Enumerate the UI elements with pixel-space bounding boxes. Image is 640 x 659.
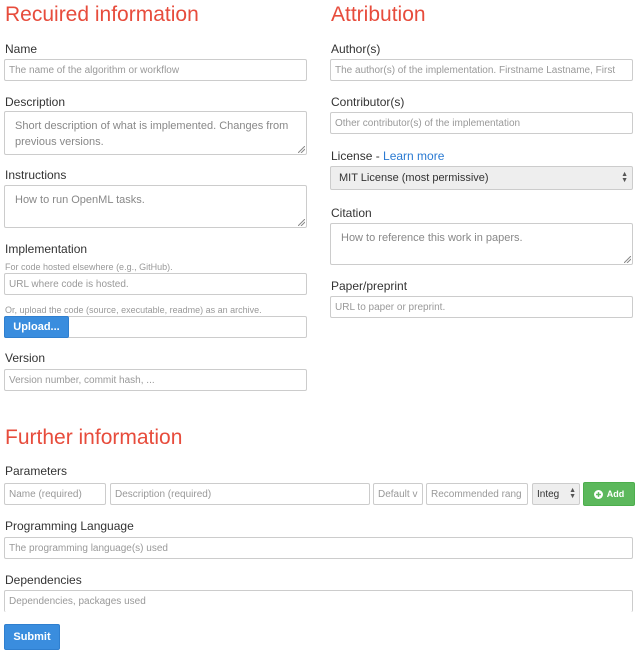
dependencies-placeholder: Dependencies, packages used <box>9 596 146 607</box>
parameter-recommended-input[interactable] <box>426 483 528 505</box>
paper-placeholder: URL to paper or preprint. <box>335 301 446 313</box>
plus-circle-icon <box>594 490 603 499</box>
description-placeholder: Short description of what is implemented. Changes from previous versions. <box>15 120 289 148</box>
license-learn-more-link[interactable]: Learn more <box>383 149 445 163</box>
license-label <box>331 149 444 163</box>
parameter-default-input[interactable] <box>373 483 423 505</box>
version-input[interactable] <box>4 369 307 391</box>
description-label: Description <box>5 95 66 109</box>
contributors-label: Contributor(s) <box>331 95 405 109</box>
parameters-label: Parameters <box>5 464 68 478</box>
instructions-textarea[interactable] <box>4 185 307 228</box>
select-arrows-icon: ▲ ▼ <box>621 171 628 184</box>
parameter-name-input[interactable] <box>4 483 106 505</box>
parameter-type-selected: Integ <box>537 488 560 500</box>
parameter-recommended-placeholder: Recommended rang <box>431 488 522 500</box>
implementation-url-help: For code hosted elsewhere (e.g., GitHub). <box>5 262 173 272</box>
parameter-description-placeholder: Description (required) <box>115 488 212 500</box>
implementation-label: Implementation <box>5 242 88 256</box>
authors-input[interactable] <box>330 59 633 81</box>
required-heading: Recuired information <box>5 3 199 26</box>
authors-label: Author(s) <box>331 42 381 56</box>
paper-label: Paper/preprint <box>331 279 408 293</box>
further-heading: Further information <box>5 426 183 449</box>
version-label: Version <box>5 351 46 365</box>
select-arrows-icon: ▲ ▼ <box>569 487 576 500</box>
implementation-url-placeholder: URL where code is hosted. <box>9 278 129 290</box>
citation-placeholder: How to reference this work in papers. <box>341 232 523 244</box>
name-label: Name <box>5 42 38 56</box>
parameter-type-select[interactable] <box>532 483 580 505</box>
parameter-default-placeholder: Default v <box>378 488 418 500</box>
instructions-placeholder: How to run OpenML tasks. <box>15 194 145 206</box>
contributors-input[interactable] <box>330 112 633 134</box>
version-placeholder: Version number, commit hash, ... <box>9 374 155 386</box>
implementation-upload-help: Or, upload the code (source, executable, readme) as an archive. <box>5 305 262 315</box>
language-placeholder: The programming language(s) used <box>9 542 168 554</box>
citation-textarea[interactable] <box>330 223 633 265</box>
parameter-name-placeholder: Name (required) <box>9 488 82 500</box>
language-input[interactable] <box>4 537 633 559</box>
paper-input[interactable] <box>330 296 633 318</box>
resize-grip-icon[interactable] <box>298 146 305 153</box>
description-textarea[interactable] <box>4 111 307 155</box>
parameter-description-input[interactable] <box>110 483 370 505</box>
upload-field[interactable] <box>4 316 307 338</box>
dependencies-label: Dependencies <box>5 573 82 587</box>
authors-placeholder: The author(s) of the implementation. Firstname Lastname, First <box>335 64 616 76</box>
language-label: Programming Language <box>5 519 134 533</box>
resize-grip-icon[interactable] <box>298 219 305 226</box>
attribution-heading: Attribution <box>331 3 426 26</box>
dependencies-input[interactable] <box>4 590 633 612</box>
add-parameter-button[interactable] <box>583 482 635 506</box>
implementation-url-input[interactable] <box>4 273 307 295</box>
license-selected: MIT License (most permissive) <box>339 172 489 184</box>
submit-button[interactable] <box>4 624 60 650</box>
citation-label: Citation <box>331 206 372 220</box>
license-label-text: License - <box>331 149 384 163</box>
license-select[interactable] <box>330 166 633 190</box>
instructions-label: Instructions <box>5 168 67 182</box>
add-parameter-label: Add <box>606 489 625 499</box>
name-placeholder: The name of the algorithm or workflow <box>9 64 180 76</box>
resize-grip-icon[interactable] <box>624 256 631 263</box>
contributors-placeholder: Other contributor(s) of the implementation <box>335 117 521 129</box>
upload-button-label: Upload... <box>13 321 60 333</box>
submit-button-label: Submit <box>13 631 51 643</box>
upload-button[interactable] <box>4 316 69 338</box>
name-input[interactable] <box>4 59 307 81</box>
